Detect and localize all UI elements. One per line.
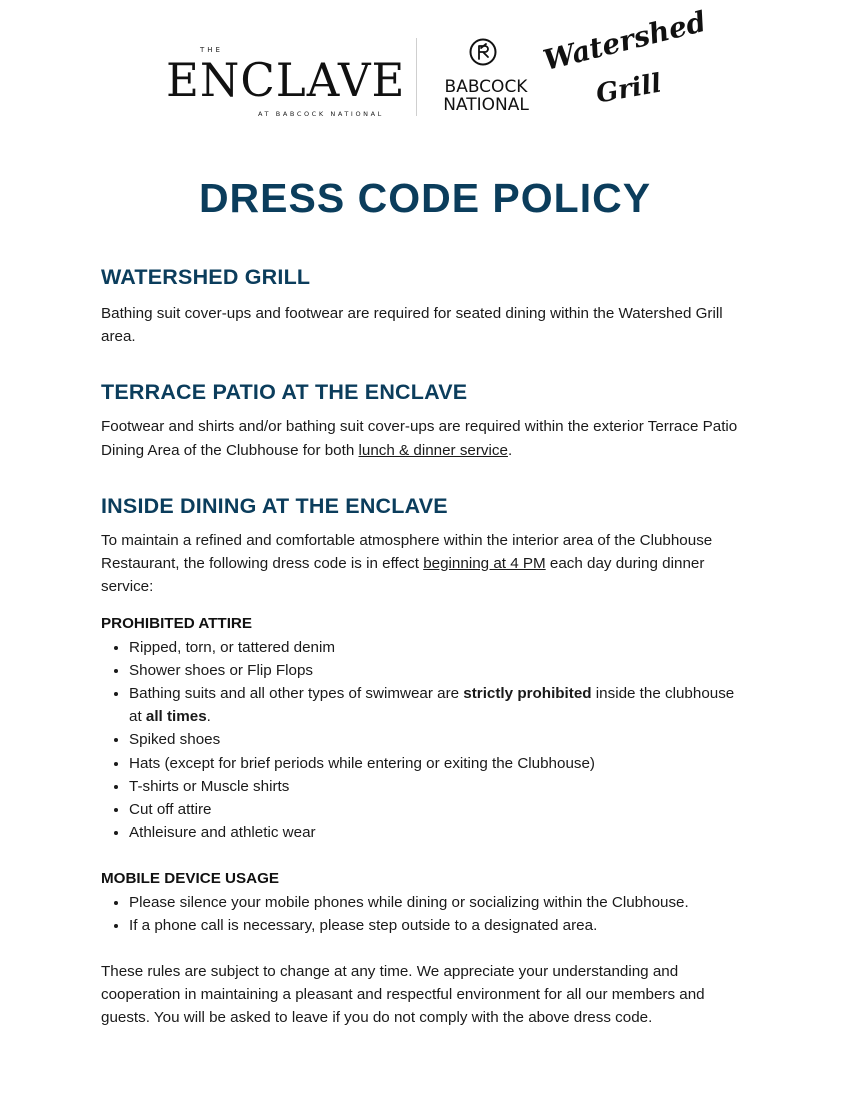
enclave-logo-tagline: AT BABCOCK NATIONAL: [258, 110, 384, 118]
enclave-logo-the: THE: [200, 46, 223, 54]
prohibited-attire-list: [101, 636, 751, 845]
logo-divider: [416, 38, 417, 116]
section-watershed-grill: [101, 262, 751, 348]
section-inside-dining: [101, 491, 751, 1030]
body-text: Bathing suits and all other types of swimwear are: [129, 685, 464, 703]
policy-content: [101, 262, 751, 1030]
emphasis-underline: lunch & dinner service: [358, 441, 508, 459]
list-item: • If a phone call is necessary, please step outside to a designated area.: [129, 914, 751, 937]
emphasis-underline: beginning at 4 PM: [423, 555, 546, 573]
section-terrace-patio: [101, 377, 751, 461]
body-text: each day during dinner service:: [101, 555, 705, 596]
section-heading: TERRACE PATIO AT THE ENCLAVE: [101, 380, 468, 405]
list-item: • Please silence your mobile phones while dining or socializing within the Clubhouse.: [129, 891, 751, 914]
section-body: Bathing suit cover-ups and footwear are required for seated dining within the Watershed Grill area.: [101, 305, 723, 346]
list-item: • Shower shoes or Flip Flops: [129, 659, 751, 682]
list-item: • Ripped, torn, or tattered denim: [129, 636, 751, 659]
emphasis-bold: all times: [145, 708, 207, 726]
list-item: [129, 682, 751, 728]
list-item: • Hats (except for brief periods while entering or exiting the Clubhouse): [129, 752, 751, 775]
logo-bar: [0, 4, 850, 120]
enclave-logo-name: ENCLAVE: [166, 53, 406, 107]
mobile-device-heading: MOBILE DEVICE USAGE: [101, 870, 280, 888]
body-text: To maintain a refined and comfortable atmosphere within the interior area of the Clubhouse Restaurant, the following dress code is in effect: [101, 531, 713, 573]
mobile-device-block: [101, 867, 751, 937]
watershed-grill-logo: [540, 4, 710, 120]
emphasis-bold: strictly prohibited: [463, 685, 592, 703]
prohibited-attire-heading: PROHIBITED ATTIRE: [101, 615, 253, 633]
watershed-logo-line2: Grill: [593, 68, 664, 110]
list-item: • Cut off attire: [129, 798, 751, 821]
leaf-emblem-icon: [469, 38, 497, 66]
babcock-logo-line2: NATIONAL: [443, 95, 529, 115]
watershed-logo-line1: Watershed: [540, 4, 710, 78]
enclave-logo: [166, 44, 406, 120]
mobile-device-list: [101, 891, 751, 937]
body-text: .: [206, 708, 211, 726]
section-body: [101, 529, 751, 599]
body-text: inside the clubhouse at: [129, 685, 735, 726]
body-text: .: [507, 441, 513, 459]
body-text: Footwear and shirts and/or bathing suit cover-ups are required within the exterior Terrace Patio Dining Area of the Clubhouse for both: [101, 418, 738, 459]
list-item: • Spiked shoes: [129, 728, 751, 751]
section-body: [101, 415, 751, 461]
section-heading: WATERSHED GRILL: [101, 265, 311, 289]
babcock-logo-line1: BABCOCK: [444, 77, 528, 97]
list-item: • T-shirts or Muscle shirts: [129, 775, 751, 798]
list-item: • Athleisure and athletic wear: [129, 821, 751, 844]
babcock-national-logo: [436, 36, 536, 120]
prohibited-attire-block: [101, 612, 751, 844]
closing-paragraph: These rules are subject to change at any time. We appreciate your understanding and cooperation in maintaining a pleasant and respectful environment for all our members and guests. You will be asked to leave if you do not comply with the above dress code.: [101, 963, 705, 1027]
section-heading: INSIDE DINING AT THE ENCLAVE: [101, 493, 448, 518]
page-title: DRESS CODE POLICY: [198, 175, 652, 221]
